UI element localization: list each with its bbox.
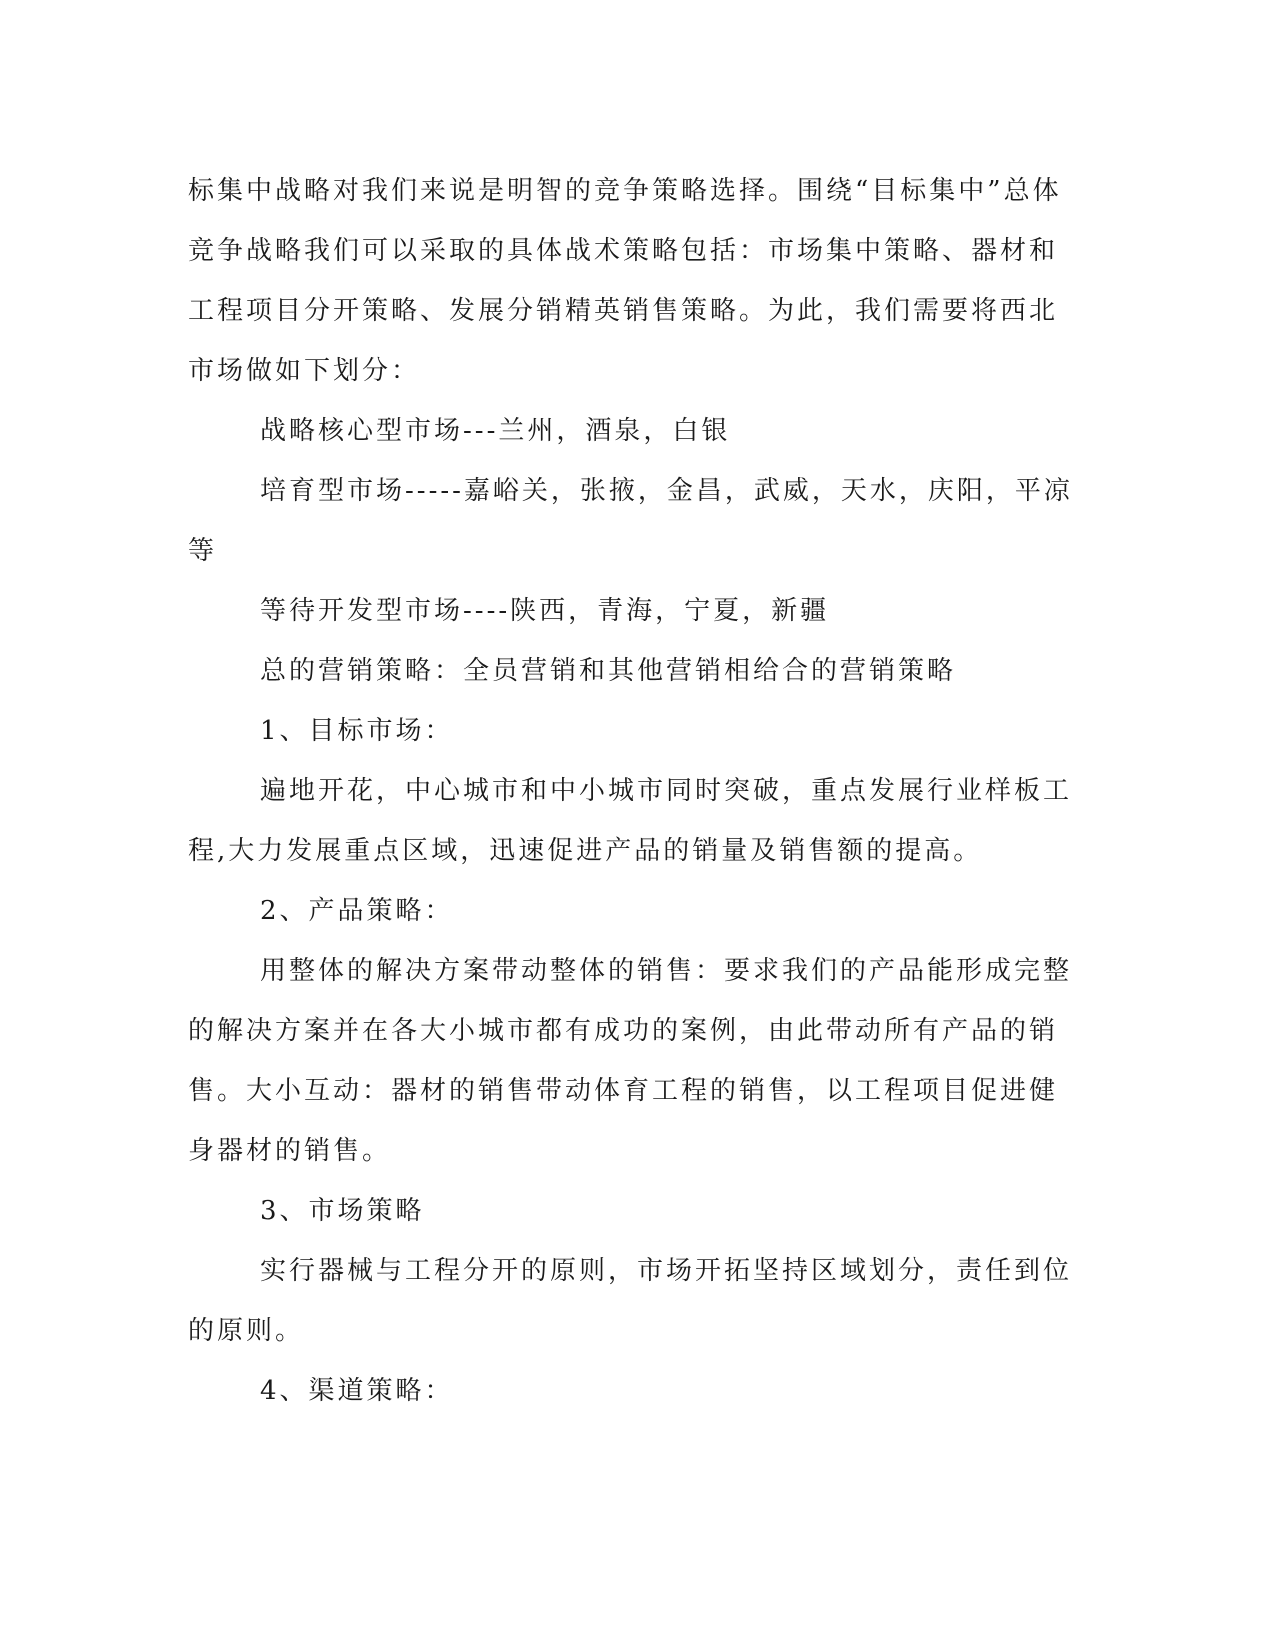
text-line: 标集中战略对我们来说是明智的竞争策略选择。围绕“目标集中”总体 xyxy=(188,176,1062,206)
text-line: 总的营销策略：全员营销和其他营销相给合的营销策略 xyxy=(260,656,957,686)
section-heading: 2、产品策略： xyxy=(260,896,454,926)
text-line: 工程项目分开策略、发展分销精英销售策略。为此，我们需要将西北 xyxy=(188,296,1059,326)
text-line: 等 xyxy=(188,536,218,566)
section-heading: 3、市场策略 xyxy=(260,1196,425,1226)
text-line: 售。大小互动：器材的销售带动体育工程的销售，以工程项目促进健 xyxy=(188,1076,1059,1106)
text-line: 身器材的销售。 xyxy=(188,1136,392,1166)
text-line: 用整体的解决方案带动整体的销售：要求我们的产品能形成完整 xyxy=(260,956,1073,986)
text-line: 市场做如下划分： xyxy=(188,356,421,386)
text-line: 的解决方案并在各大小城市都有成功的案例，由此带动所有产品的销 xyxy=(188,1016,1059,1046)
text-line: 程,大力发展重点区域，迅速促进产品的销量及销售额的提高。 xyxy=(188,836,983,866)
section-heading: 4、渠道策略： xyxy=(260,1376,454,1406)
section-heading: 1、目标市场： xyxy=(260,716,454,746)
text-line: 竞争战略我们可以采取的具体战术策略包括：市场集中策略、器材和 xyxy=(188,236,1059,266)
text-line: 实行器械与工程分开的原则，市场开拓坚持区域划分，责任到位 xyxy=(260,1256,1073,1286)
text-line: 战略核心型市场---兰州，酒泉，白银 xyxy=(260,416,731,446)
document-body xyxy=(188,161,1073,1421)
text-line: 遍地开花，中心城市和中小城市同时突破，重点发展行业样板工 xyxy=(260,776,1073,806)
text-line: 的原则。 xyxy=(188,1316,305,1346)
text-line: 培育型市场-----嘉峪关，张掖，金昌，武威，天水，庆阳，平凉 xyxy=(260,476,1073,506)
text-line: 等待开发型市场----陕西，青海，宁夏，新疆 xyxy=(260,596,830,626)
